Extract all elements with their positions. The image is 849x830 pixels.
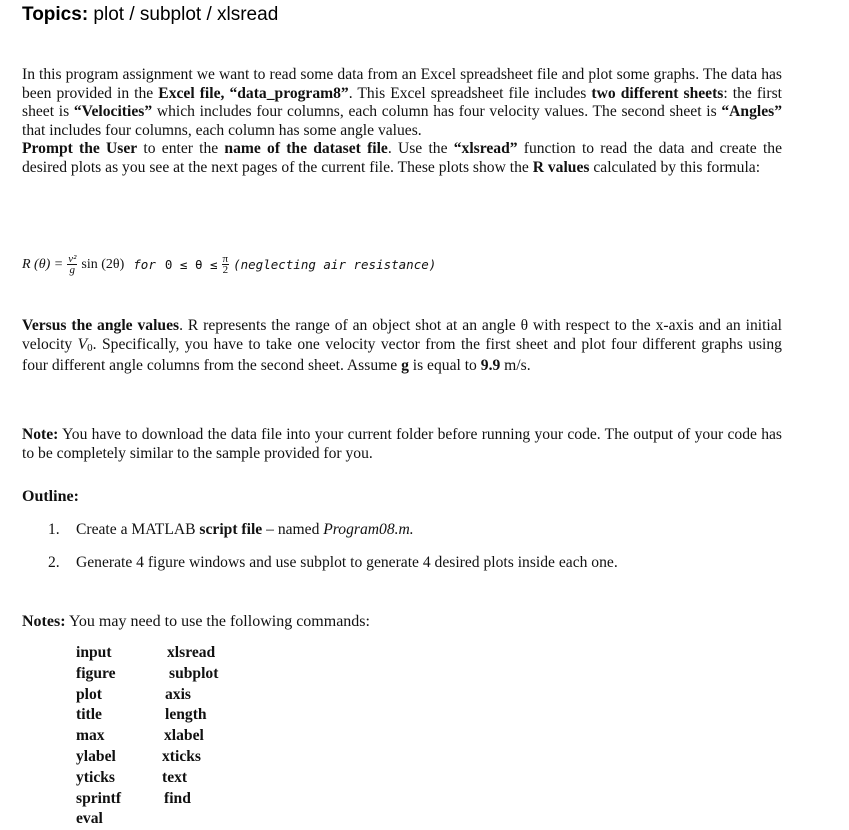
command-item: ylabel [76, 747, 116, 765]
outline-heading: Outline: [22, 488, 79, 505]
command-item: max [76, 727, 105, 745]
intro-text: which includes four columns, each column has four velocity values. The second sheet is [152, 103, 722, 121]
r-values-emphasis: R values [532, 158, 590, 176]
v0-symbol: V [77, 335, 88, 353]
intro-text: function to read the data and create the desired plots as you see at the next pages of the current file. These plots show the [22, 140, 782, 176]
prompt-user-emphasis: Prompt the User [22, 140, 138, 158]
angles-sheet-name: “Angles” [721, 103, 782, 121]
pi-numerator: π [222, 253, 229, 265]
versus-text: is equal to [408, 357, 481, 375]
command-item: figure [76, 664, 116, 682]
g-symbol: g [401, 357, 409, 375]
script-file-emphasis: script file [199, 521, 263, 538]
intro-text: calculated by this formula: [589, 158, 761, 176]
command-item: axis [165, 685, 191, 703]
formula-denominator: g [69, 264, 76, 276]
command-item: xlsread [167, 644, 216, 661]
intro-text: that includes four columns, each column has some angle values. [22, 121, 422, 139]
command-item: subplot [169, 664, 219, 682]
range-formula [22, 254, 436, 275]
intro-text: . This Excel spreadsheet file includes [348, 84, 592, 102]
versus-text: m/s. [500, 357, 531, 375]
outline-item-1 [48, 521, 414, 539]
formula-inequality: 0 ≤ θ ≤ [164, 257, 218, 272]
excel-file-name: Excel file, “data_program8” [158, 84, 349, 102]
command-item: yticks [76, 768, 115, 786]
formula-fraction [67, 254, 77, 275]
outline-text: Create a MATLAB [76, 521, 200, 538]
formula-sin: sin (2θ) [81, 256, 125, 272]
note-paragraph [22, 426, 782, 463]
program-filename: Program08.m. [323, 521, 414, 538]
outline-number: 1. [48, 521, 60, 538]
note-label: Note: [22, 426, 59, 443]
command-item: title [76, 706, 102, 724]
v0-subscript: 0 [87, 341, 93, 354]
notes-line [22, 613, 370, 631]
velocities-sheet-name: “Velocities” [73, 103, 153, 121]
outline-item-2 [48, 554, 618, 572]
intro-paragraph [22, 66, 782, 178]
intro-text: . Use the [387, 140, 454, 158]
intro-text: to enter the [137, 140, 225, 158]
formula-for: for [133, 257, 156, 272]
outline-number: 2. [48, 554, 60, 571]
dataset-name-emphasis: name of the dataset file [224, 140, 388, 158]
commands-column-2 [164, 643, 218, 809]
versus-paragraph [22, 317, 782, 376]
command-item: length [165, 706, 207, 724]
command-item: sprintf [76, 789, 122, 807]
topics-text: plot / subplot / xlsread [88, 4, 279, 25]
note-text: You have to download the data file into your current folder before running your code. The output of your code has to be completely similar to the sample provided for you. [22, 426, 782, 462]
pi-denominator: 2 [222, 264, 229, 276]
formula-pi-fraction [222, 254, 230, 275]
outline-text: – named [262, 521, 324, 538]
commands-column-1 [76, 643, 121, 830]
topics-label: Topics: [22, 4, 89, 25]
notes-label: Notes: [22, 613, 66, 630]
command-item: text [162, 768, 188, 786]
outline-text: Generate 4 figure windows and use subplot to generate 4 desired plots inside each one. [76, 554, 618, 571]
intro-text: In this program assignment we want to read some data from an Excel spreadsheet file and plot some graphs. The data has been provided in the [22, 66, 782, 102]
versus-text: . R represents the range of an object shot at an angle θ with respect to the x-axis and an initial velocity [22, 317, 782, 353]
xlsread-emphasis: “xlsread” [453, 140, 518, 158]
notes-text: You may need to use the following commands: [65, 613, 370, 630]
versus-emphasis: Versus the angle values [22, 317, 180, 334]
command-item: find [164, 789, 191, 807]
command-item: xticks [162, 747, 201, 765]
formula-lhs: R (θ) = [22, 256, 64, 272]
command-item: eval [76, 810, 103, 828]
intro-text: : the first sheet is [22, 84, 782, 121]
command-item: input [76, 644, 112, 661]
formula-note: (neglecting air resistance) [233, 257, 437, 272]
command-item: xlabel [164, 727, 204, 745]
formula-numerator: v² [68, 253, 77, 265]
command-item: plot [76, 685, 102, 703]
versus-text: . Specifically, you have to take one velocity vector from the first sheet and plot four different graphs using four different angle columns from the second sheet. Assume [22, 335, 782, 375]
two-sheets-emphasis: two different sheets [591, 84, 724, 102]
topics-header [22, 4, 278, 26]
g-value: 9.9 [480, 357, 501, 375]
